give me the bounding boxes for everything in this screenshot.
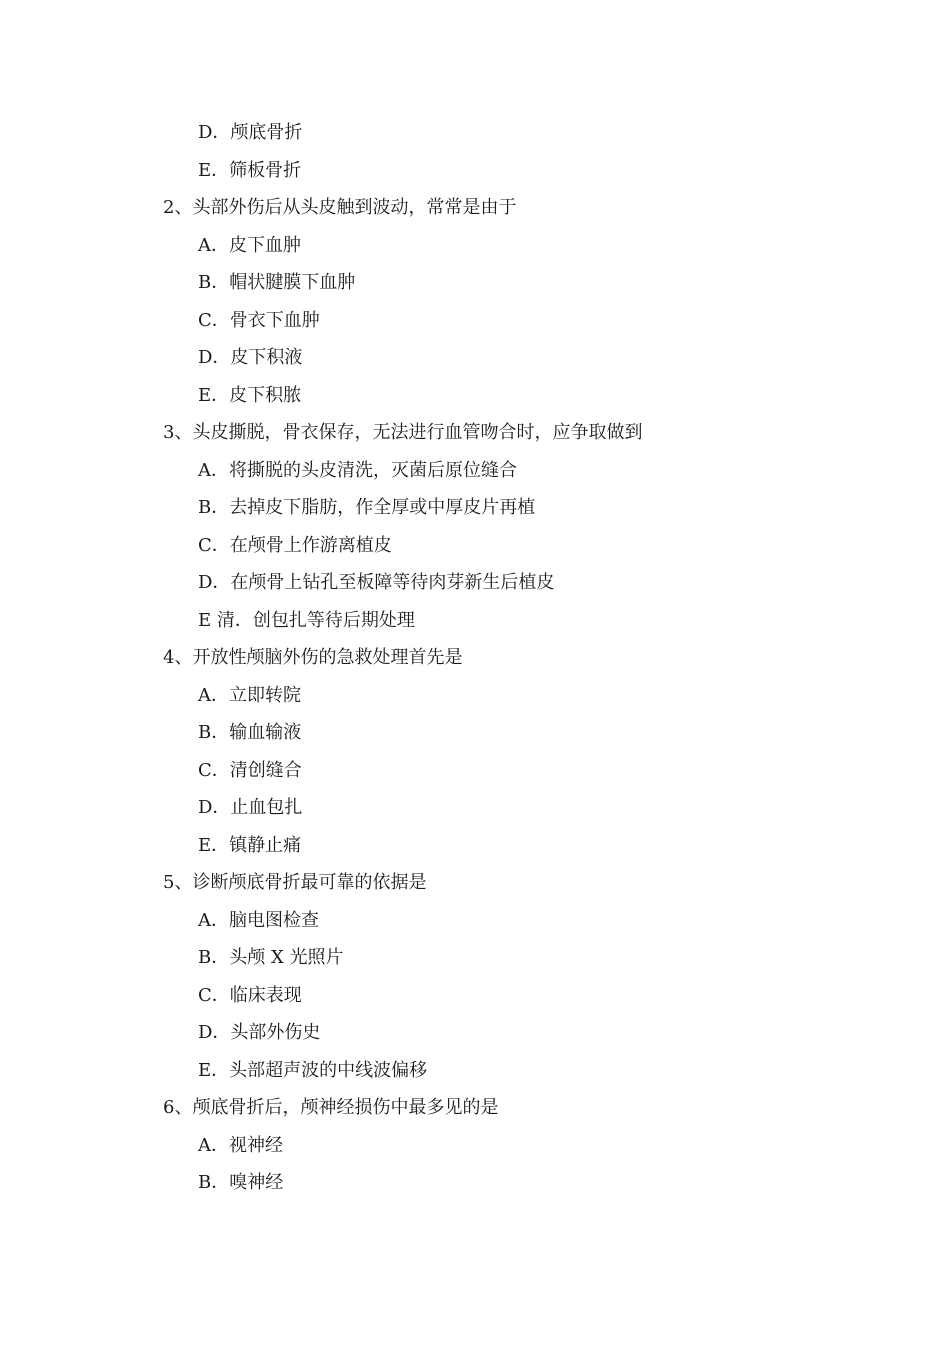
- option-line: A．视神经: [198, 1134, 283, 1156]
- option-line: B．头颅 X 光照片: [198, 947, 344, 968]
- option-line: C．清创缝合: [198, 759, 302, 781]
- option-line: B．帽状腱膜下血肿: [198, 272, 356, 293]
- question-line: 4、开放性颅脑外伤的急救处理首先是: [163, 647, 463, 668]
- option-line: A．将撕脱的头皮清洗，灭菌后原位缝合: [198, 459, 517, 481]
- question-line: 3、头皮撕脱，骨衣保存，无法进行血管吻合时，应争取做到: [163, 422, 643, 443]
- option-line: B．输血输液: [198, 722, 302, 743]
- question-line: 2、头部外伤后从头皮触到波动，常常是由于: [163, 197, 517, 218]
- option-line: C．在颅骨上作游离植皮: [198, 534, 392, 556]
- option-line: D．颅底骨折: [198, 122, 303, 143]
- option-line: B．嗅神经: [198, 1172, 284, 1193]
- option-line: E．皮下积脓: [198, 384, 302, 406]
- option-line: D．皮下积液: [198, 347, 303, 368]
- option-line: E．头部超声波的中线波偏移: [198, 1059, 428, 1081]
- option-line: B．去掉皮下脂肪，作全厚或中厚皮片再植: [198, 497, 536, 518]
- document-page: [0, 114, 952, 1202]
- question-line: 6、颅底骨折后，颅神经损伤中最多见的是: [163, 1097, 499, 1118]
- option-line: D．止血包扎: [198, 797, 303, 818]
- option-line: A．立即转院: [198, 684, 301, 706]
- option-line: A．脑电图检查: [198, 909, 319, 931]
- question-line: 5、诊断颅底骨折最可靠的依据是: [163, 872, 427, 893]
- option-line: E．镇静止痛: [198, 834, 302, 856]
- option-line: E．筛板骨折: [198, 159, 302, 181]
- option-line: C．临床表现: [198, 984, 302, 1006]
- option-line: C．骨衣下血肿: [198, 309, 320, 331]
- option-line: D．头部外伤史: [198, 1022, 321, 1043]
- option-line: A．皮下血肿: [198, 234, 301, 256]
- option-line: D．在颅骨上钻孔至板障等待肉芽新生后植皮: [198, 572, 555, 593]
- option-line: E 清．创包扎等待后期处理: [198, 609, 415, 631]
